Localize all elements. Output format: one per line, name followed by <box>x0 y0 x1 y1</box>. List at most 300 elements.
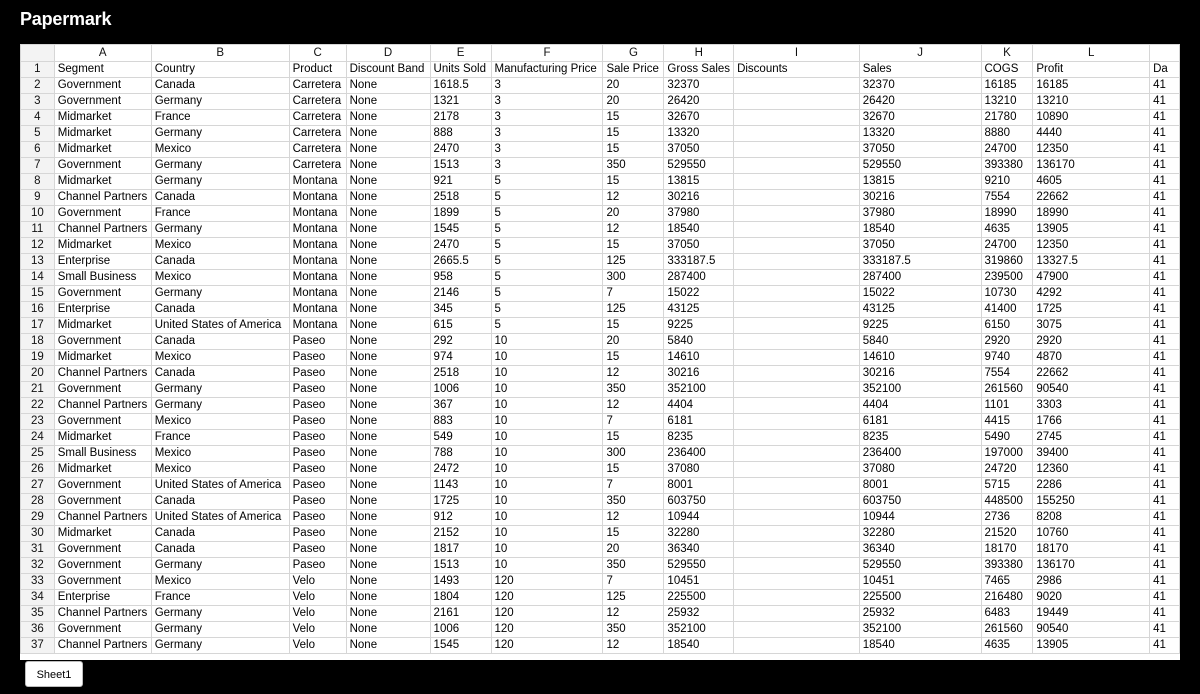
cell[interactable]: Montana <box>289 254 346 270</box>
cell[interactable]: Channel Partners <box>54 510 151 526</box>
column-header[interactable]: C <box>289 45 346 62</box>
cell[interactable]: Canada <box>151 190 289 206</box>
cell[interactable]: 41 <box>1150 78 1180 94</box>
cell[interactable]: 43125 <box>859 302 981 318</box>
cell[interactable]: 136170 <box>1033 158 1150 174</box>
cell[interactable]: 1804 <box>430 590 491 606</box>
cell[interactable]: 1545 <box>430 638 491 654</box>
row-header[interactable]: 9 <box>21 190 55 206</box>
cell[interactable]: Montana <box>289 318 346 334</box>
cell[interactable]: None <box>346 558 430 574</box>
cell[interactable]: 350 <box>603 622 664 638</box>
cell[interactable]: 529550 <box>859 158 981 174</box>
cell[interactable]: 5 <box>491 270 603 286</box>
cell[interactable]: Velo <box>289 574 346 590</box>
row-header[interactable]: 8 <box>21 174 55 190</box>
cell[interactable]: 12 <box>603 638 664 654</box>
cell[interactable]: 10 <box>491 382 603 398</box>
cell[interactable]: Mexico <box>151 446 289 462</box>
cell[interactable]: 13320 <box>859 126 981 142</box>
cell[interactable] <box>734 430 860 446</box>
cell[interactable]: Paseo <box>289 542 346 558</box>
cell[interactable]: Mexico <box>151 270 289 286</box>
cell[interactable]: Canada <box>151 302 289 318</box>
cell[interactable]: 41 <box>1150 286 1180 302</box>
row-header[interactable]: 31 <box>21 542 55 558</box>
cell[interactable]: Carretera <box>289 142 346 158</box>
row-header[interactable]: 25 <box>21 446 55 462</box>
cell[interactable]: 41 <box>1150 254 1180 270</box>
cell[interactable]: 18990 <box>981 206 1033 222</box>
cell[interactable]: 3 <box>491 158 603 174</box>
cell[interactable]: 239500 <box>981 270 1033 286</box>
cell[interactable]: 30216 <box>859 366 981 382</box>
cell[interactable]: None <box>346 302 430 318</box>
cell[interactable]: Paseo <box>289 510 346 526</box>
cell[interactable]: Sales <box>859 62 981 78</box>
sheet-tab[interactable]: Sheet1 <box>25 661 83 687</box>
cell[interactable]: 120 <box>491 606 603 622</box>
cell[interactable]: 1817 <box>430 542 491 558</box>
cell[interactable]: 888 <box>430 126 491 142</box>
cell[interactable]: None <box>346 430 430 446</box>
cell[interactable]: Germany <box>151 638 289 654</box>
cell[interactable]: 4605 <box>1033 174 1150 190</box>
cell[interactable]: 10 <box>491 526 603 542</box>
row-header[interactable]: 23 <box>21 414 55 430</box>
cell[interactable] <box>734 222 860 238</box>
column-header[interactable]: A <box>54 45 151 62</box>
cell[interactable]: Government <box>54 78 151 94</box>
cell[interactable]: 120 <box>491 574 603 590</box>
cell[interactable]: 12 <box>603 190 664 206</box>
cell[interactable]: 1321 <box>430 94 491 110</box>
cell[interactable]: 24720 <box>981 462 1033 478</box>
cell[interactable]: 14610 <box>664 350 734 366</box>
cell[interactable]: 2178 <box>430 110 491 126</box>
cell[interactable]: None <box>346 174 430 190</box>
cell[interactable]: 261560 <box>981 622 1033 638</box>
cell[interactable]: 4440 <box>1033 126 1150 142</box>
cell[interactable]: 292 <box>430 334 491 350</box>
cell[interactable]: None <box>346 462 430 478</box>
cell[interactable]: 7465 <box>981 574 1033 590</box>
column-header[interactable]: B <box>151 45 289 62</box>
cell[interactable]: Government <box>54 574 151 590</box>
cell[interactable]: 41400 <box>981 302 1033 318</box>
cell[interactable]: 10 <box>491 494 603 510</box>
cell[interactable]: 37980 <box>859 206 981 222</box>
cell[interactable]: 136170 <box>1033 558 1150 574</box>
cell[interactable]: Paseo <box>289 494 346 510</box>
cell[interactable]: 41 <box>1150 590 1180 606</box>
cell[interactable]: 2286 <box>1033 478 1150 494</box>
cell[interactable] <box>734 590 860 606</box>
column-header[interactable]: L <box>1033 45 1150 62</box>
cell[interactable]: 41 <box>1150 366 1180 382</box>
column-header[interactable]: H <box>664 45 734 62</box>
cell[interactable] <box>734 142 860 158</box>
cell[interactable]: Channel Partners <box>54 190 151 206</box>
cell[interactable]: 41 <box>1150 334 1180 350</box>
cell[interactable]: 36340 <box>664 542 734 558</box>
cell[interactable]: Discounts <box>734 62 860 78</box>
cell[interactable]: 24700 <box>981 238 1033 254</box>
cell[interactable]: 2736 <box>981 510 1033 526</box>
row-header[interactable]: 32 <box>21 558 55 574</box>
cell[interactable]: 41 <box>1150 126 1180 142</box>
cell[interactable]: 352100 <box>664 382 734 398</box>
cell[interactable]: 2470 <box>430 238 491 254</box>
cell[interactable]: 10 <box>491 478 603 494</box>
cell[interactable]: 18170 <box>981 542 1033 558</box>
cell[interactable]: 615 <box>430 318 491 334</box>
cell[interactable]: Midmarket <box>54 110 151 126</box>
cell[interactable]: 10760 <box>1033 526 1150 542</box>
cell[interactable]: 18170 <box>1033 542 1150 558</box>
cell[interactable]: 883 <box>430 414 491 430</box>
cell[interactable]: 41 <box>1150 142 1180 158</box>
cell[interactable]: 41 <box>1150 270 1180 286</box>
cell[interactable]: 12 <box>603 366 664 382</box>
cell[interactable]: 120 <box>491 622 603 638</box>
cell[interactable]: 16185 <box>981 78 1033 94</box>
cell[interactable]: 15022 <box>664 286 734 302</box>
cell[interactable]: 15 <box>603 126 664 142</box>
cell[interactable]: 16185 <box>1033 78 1150 94</box>
cell[interactable]: 3075 <box>1033 318 1150 334</box>
cell[interactable]: 1006 <box>430 382 491 398</box>
cell[interactable]: 90540 <box>1033 622 1150 638</box>
cell[interactable]: Canada <box>151 526 289 542</box>
cell[interactable]: 37050 <box>859 238 981 254</box>
row-header[interactable]: 30 <box>21 526 55 542</box>
cell[interactable]: 41 <box>1150 222 1180 238</box>
cell[interactable]: 41 <box>1150 238 1180 254</box>
cell[interactable]: 10 <box>491 462 603 478</box>
cell[interactable]: Sale Price <box>603 62 664 78</box>
cell[interactable]: Mexico <box>151 414 289 430</box>
cell[interactable]: 15022 <box>859 286 981 302</box>
cell[interactable]: Mexico <box>151 574 289 590</box>
cell[interactable]: 20 <box>603 542 664 558</box>
cell[interactable]: Germany <box>151 398 289 414</box>
cell[interactable]: 12350 <box>1033 238 1150 254</box>
cell[interactable]: Government <box>54 158 151 174</box>
cell[interactable]: None <box>346 222 430 238</box>
cell[interactable]: 4635 <box>981 222 1033 238</box>
cell[interactable]: 41 <box>1150 574 1180 590</box>
cell[interactable]: 41 <box>1150 622 1180 638</box>
cell[interactable]: Montana <box>289 238 346 254</box>
cell[interactable]: None <box>346 238 430 254</box>
cell[interactable]: 4635 <box>981 638 1033 654</box>
cell[interactable]: Mexico <box>151 142 289 158</box>
cell[interactable]: Gross Sales <box>664 62 734 78</box>
cell[interactable]: Government <box>54 542 151 558</box>
cell[interactable]: 41 <box>1150 318 1180 334</box>
cell[interactable]: 15 <box>603 430 664 446</box>
cell[interactable]: 2472 <box>430 462 491 478</box>
cell[interactable]: 13815 <box>859 174 981 190</box>
cell[interactable]: Paseo <box>289 558 346 574</box>
cell[interactable]: 1101 <box>981 398 1033 414</box>
cell[interactable]: Product <box>289 62 346 78</box>
cell[interactable]: 13210 <box>1033 94 1150 110</box>
cell[interactable]: Canada <box>151 542 289 558</box>
cell[interactable]: France <box>151 206 289 222</box>
cell[interactable]: Germany <box>151 558 289 574</box>
cell[interactable]: None <box>346 142 430 158</box>
cell[interactable]: 9020 <box>1033 590 1150 606</box>
cell[interactable]: 5 <box>491 238 603 254</box>
cell[interactable]: Germany <box>151 622 289 638</box>
column-header[interactable]: J <box>859 45 981 62</box>
row-header[interactable]: 12 <box>21 238 55 254</box>
cell[interactable]: 30216 <box>664 366 734 382</box>
cell[interactable]: 2986 <box>1033 574 1150 590</box>
cell[interactable]: 5 <box>491 302 603 318</box>
cell[interactable]: 10 <box>491 558 603 574</box>
column-header[interactable]: G <box>603 45 664 62</box>
cell[interactable]: 7554 <box>981 190 1033 206</box>
cell[interactable]: 37050 <box>859 142 981 158</box>
cell[interactable]: Montana <box>289 302 346 318</box>
cell[interactable]: Government <box>54 494 151 510</box>
cell[interactable]: 6150 <box>981 318 1033 334</box>
cell[interactable]: None <box>346 494 430 510</box>
cell[interactable]: 41 <box>1150 94 1180 110</box>
row-header[interactable]: 19 <box>21 350 55 366</box>
cell[interactable]: Paseo <box>289 382 346 398</box>
cell[interactable]: 5 <box>491 254 603 270</box>
cell[interactable]: None <box>346 254 430 270</box>
cell[interactable]: Velo <box>289 622 346 638</box>
cell[interactable]: None <box>346 606 430 622</box>
row-header[interactable]: 18 <box>21 334 55 350</box>
cell[interactable]: 5 <box>491 190 603 206</box>
cell[interactable]: 10451 <box>664 574 734 590</box>
cell[interactable]: Montana <box>289 286 346 302</box>
cell[interactable]: 15 <box>603 462 664 478</box>
cell[interactable]: 3 <box>491 78 603 94</box>
cell[interactable]: Mexico <box>151 350 289 366</box>
cell[interactable]: 3303 <box>1033 398 1150 414</box>
cell[interactable]: Germany <box>151 222 289 238</box>
cell[interactable]: 18540 <box>859 222 981 238</box>
row-header[interactable]: 16 <box>21 302 55 318</box>
column-header[interactable]: F <box>491 45 603 62</box>
cell[interactable]: 41 <box>1150 606 1180 622</box>
cell[interactable]: 529550 <box>664 558 734 574</box>
cell[interactable]: 7 <box>603 414 664 430</box>
row-header[interactable]: 36 <box>21 622 55 638</box>
cell[interactable] <box>734 286 860 302</box>
cell[interactable]: Montana <box>289 190 346 206</box>
row-header[interactable]: 14 <box>21 270 55 286</box>
cell[interactable] <box>734 190 860 206</box>
cell[interactable]: Canada <box>151 334 289 350</box>
cell[interactable]: 529550 <box>859 558 981 574</box>
cell[interactable]: 4404 <box>664 398 734 414</box>
cell[interactable]: 1143 <box>430 478 491 494</box>
cell[interactable]: 393380 <box>981 158 1033 174</box>
row-header[interactable]: 13 <box>21 254 55 270</box>
cell[interactable]: Carretera <box>289 126 346 142</box>
cell[interactable]: 236400 <box>664 446 734 462</box>
cell[interactable]: Velo <box>289 638 346 654</box>
cell[interactable]: 788 <box>430 446 491 462</box>
cell[interactable]: Government <box>54 286 151 302</box>
cell[interactable]: 300 <box>603 270 664 286</box>
cell[interactable]: 10 <box>491 398 603 414</box>
cell[interactable]: 1545 <box>430 222 491 238</box>
cell[interactable]: 10944 <box>859 510 981 526</box>
cell[interactable]: 5 <box>491 286 603 302</box>
cell[interactable]: 13905 <box>1033 638 1150 654</box>
cell[interactable]: 8235 <box>859 430 981 446</box>
cell[interactable]: 1513 <box>430 158 491 174</box>
cell[interactable]: 36340 <box>859 542 981 558</box>
cell[interactable]: Midmarket <box>54 142 151 158</box>
cell[interactable]: Government <box>54 94 151 110</box>
cell[interactable]: Government <box>54 334 151 350</box>
cell[interactable]: 8001 <box>664 478 734 494</box>
cell[interactable]: 19449 <box>1033 606 1150 622</box>
cell[interactable] <box>734 494 860 510</box>
cell[interactable]: Midmarket <box>54 462 151 478</box>
cell[interactable]: 352100 <box>859 382 981 398</box>
cell[interactable]: Country <box>151 62 289 78</box>
cell[interactable]: 12 <box>603 510 664 526</box>
row-header[interactable]: 4 <box>21 110 55 126</box>
cell[interactable]: 2470 <box>430 142 491 158</box>
cell[interactable]: 21780 <box>981 110 1033 126</box>
row-header[interactable]: 11 <box>21 222 55 238</box>
cell[interactable]: 10 <box>491 430 603 446</box>
cell[interactable] <box>734 558 860 574</box>
row-header[interactable]: 22 <box>21 398 55 414</box>
cell[interactable]: Canada <box>151 254 289 270</box>
cell[interactable]: 8001 <box>859 478 981 494</box>
cell[interactable]: 20 <box>603 94 664 110</box>
row-header[interactable]: 24 <box>21 430 55 446</box>
cell[interactable] <box>734 638 860 654</box>
cell[interactable]: Germany <box>151 382 289 398</box>
cell[interactable]: 333187.5 <box>664 254 734 270</box>
cell[interactable] <box>734 78 860 94</box>
cell[interactable]: 5840 <box>664 334 734 350</box>
cell[interactable]: 5 <box>491 174 603 190</box>
cell[interactable]: 41 <box>1150 382 1180 398</box>
cell[interactable]: 13905 <box>1033 222 1150 238</box>
cell[interactable]: 22662 <box>1033 190 1150 206</box>
cell[interactable]: 529550 <box>664 158 734 174</box>
cell[interactable]: 1513 <box>430 558 491 574</box>
cell[interactable]: 3 <box>491 94 603 110</box>
cell[interactable]: 3 <box>491 110 603 126</box>
row-header[interactable]: 26 <box>21 462 55 478</box>
cell[interactable]: 32280 <box>859 526 981 542</box>
cell[interactable]: Profit <box>1033 62 1150 78</box>
cell[interactable]: 5 <box>491 318 603 334</box>
row-header[interactable]: 20 <box>21 366 55 382</box>
row-header[interactable]: 7 <box>21 158 55 174</box>
cell[interactable]: France <box>151 590 289 606</box>
cell[interactable]: 287400 <box>859 270 981 286</box>
cell[interactable]: Midmarket <box>54 526 151 542</box>
cell[interactable]: Manufacturing Price <box>491 62 603 78</box>
cell[interactable]: 13327.5 <box>1033 254 1150 270</box>
cell[interactable]: 10 <box>491 510 603 526</box>
cell[interactable]: United States of America <box>151 478 289 494</box>
cell[interactable]: 225500 <box>859 590 981 606</box>
cell[interactable]: Midmarket <box>54 174 151 190</box>
cell[interactable]: 18540 <box>664 638 734 654</box>
cell[interactable]: Carretera <box>289 78 346 94</box>
cell[interactable]: Government <box>54 206 151 222</box>
cell[interactable]: 7 <box>603 574 664 590</box>
cell[interactable]: 352100 <box>859 622 981 638</box>
cell[interactable]: 41 <box>1150 494 1180 510</box>
cell[interactable]: 9740 <box>981 350 1033 366</box>
column-header[interactable]: I <box>734 45 860 62</box>
cell[interactable]: 13815 <box>664 174 734 190</box>
cell[interactable] <box>734 606 860 622</box>
cell[interactable]: 958 <box>430 270 491 286</box>
cell[interactable]: Carretera <box>289 158 346 174</box>
cell[interactable]: 393380 <box>981 558 1033 574</box>
cell[interactable]: 41 <box>1150 350 1180 366</box>
cell[interactable]: Segment <box>54 62 151 78</box>
cell[interactable] <box>734 334 860 350</box>
row-header[interactable]: 10 <box>21 206 55 222</box>
cell[interactable]: 10 <box>491 350 603 366</box>
row-header[interactable]: 1 <box>21 62 55 78</box>
cell[interactable]: Canada <box>151 366 289 382</box>
cell[interactable]: Germany <box>151 606 289 622</box>
cell[interactable]: 15 <box>603 174 664 190</box>
cell[interactable]: 3 <box>491 126 603 142</box>
cell[interactable]: 10730 <box>981 286 1033 302</box>
cell[interactable]: 7554 <box>981 366 1033 382</box>
cell[interactable]: 13320 <box>664 126 734 142</box>
cell[interactable]: None <box>346 334 430 350</box>
cell[interactable]: 37050 <box>664 142 734 158</box>
cell[interactable]: Small Business <box>54 446 151 462</box>
cell[interactable]: Mexico <box>151 462 289 478</box>
cell[interactable]: 549 <box>430 430 491 446</box>
cell[interactable]: Germany <box>151 174 289 190</box>
cell[interactable]: 39400 <box>1033 446 1150 462</box>
cell[interactable]: None <box>346 446 430 462</box>
cell[interactable]: 15 <box>603 110 664 126</box>
cell[interactable]: 18540 <box>859 638 981 654</box>
cell[interactable]: Midmarket <box>54 126 151 142</box>
cell[interactable] <box>734 238 860 254</box>
cell[interactable]: Paseo <box>289 366 346 382</box>
row-header[interactable]: 34 <box>21 590 55 606</box>
cell[interactable]: 345 <box>430 302 491 318</box>
cell[interactable]: 6181 <box>859 414 981 430</box>
cell[interactable] <box>734 462 860 478</box>
cell[interactable]: Enterprise <box>54 302 151 318</box>
cell[interactable] <box>734 270 860 286</box>
cell[interactable]: Montana <box>289 206 346 222</box>
cell[interactable]: 12 <box>603 222 664 238</box>
cell[interactable]: None <box>346 638 430 654</box>
cell[interactable]: 120 <box>491 590 603 606</box>
